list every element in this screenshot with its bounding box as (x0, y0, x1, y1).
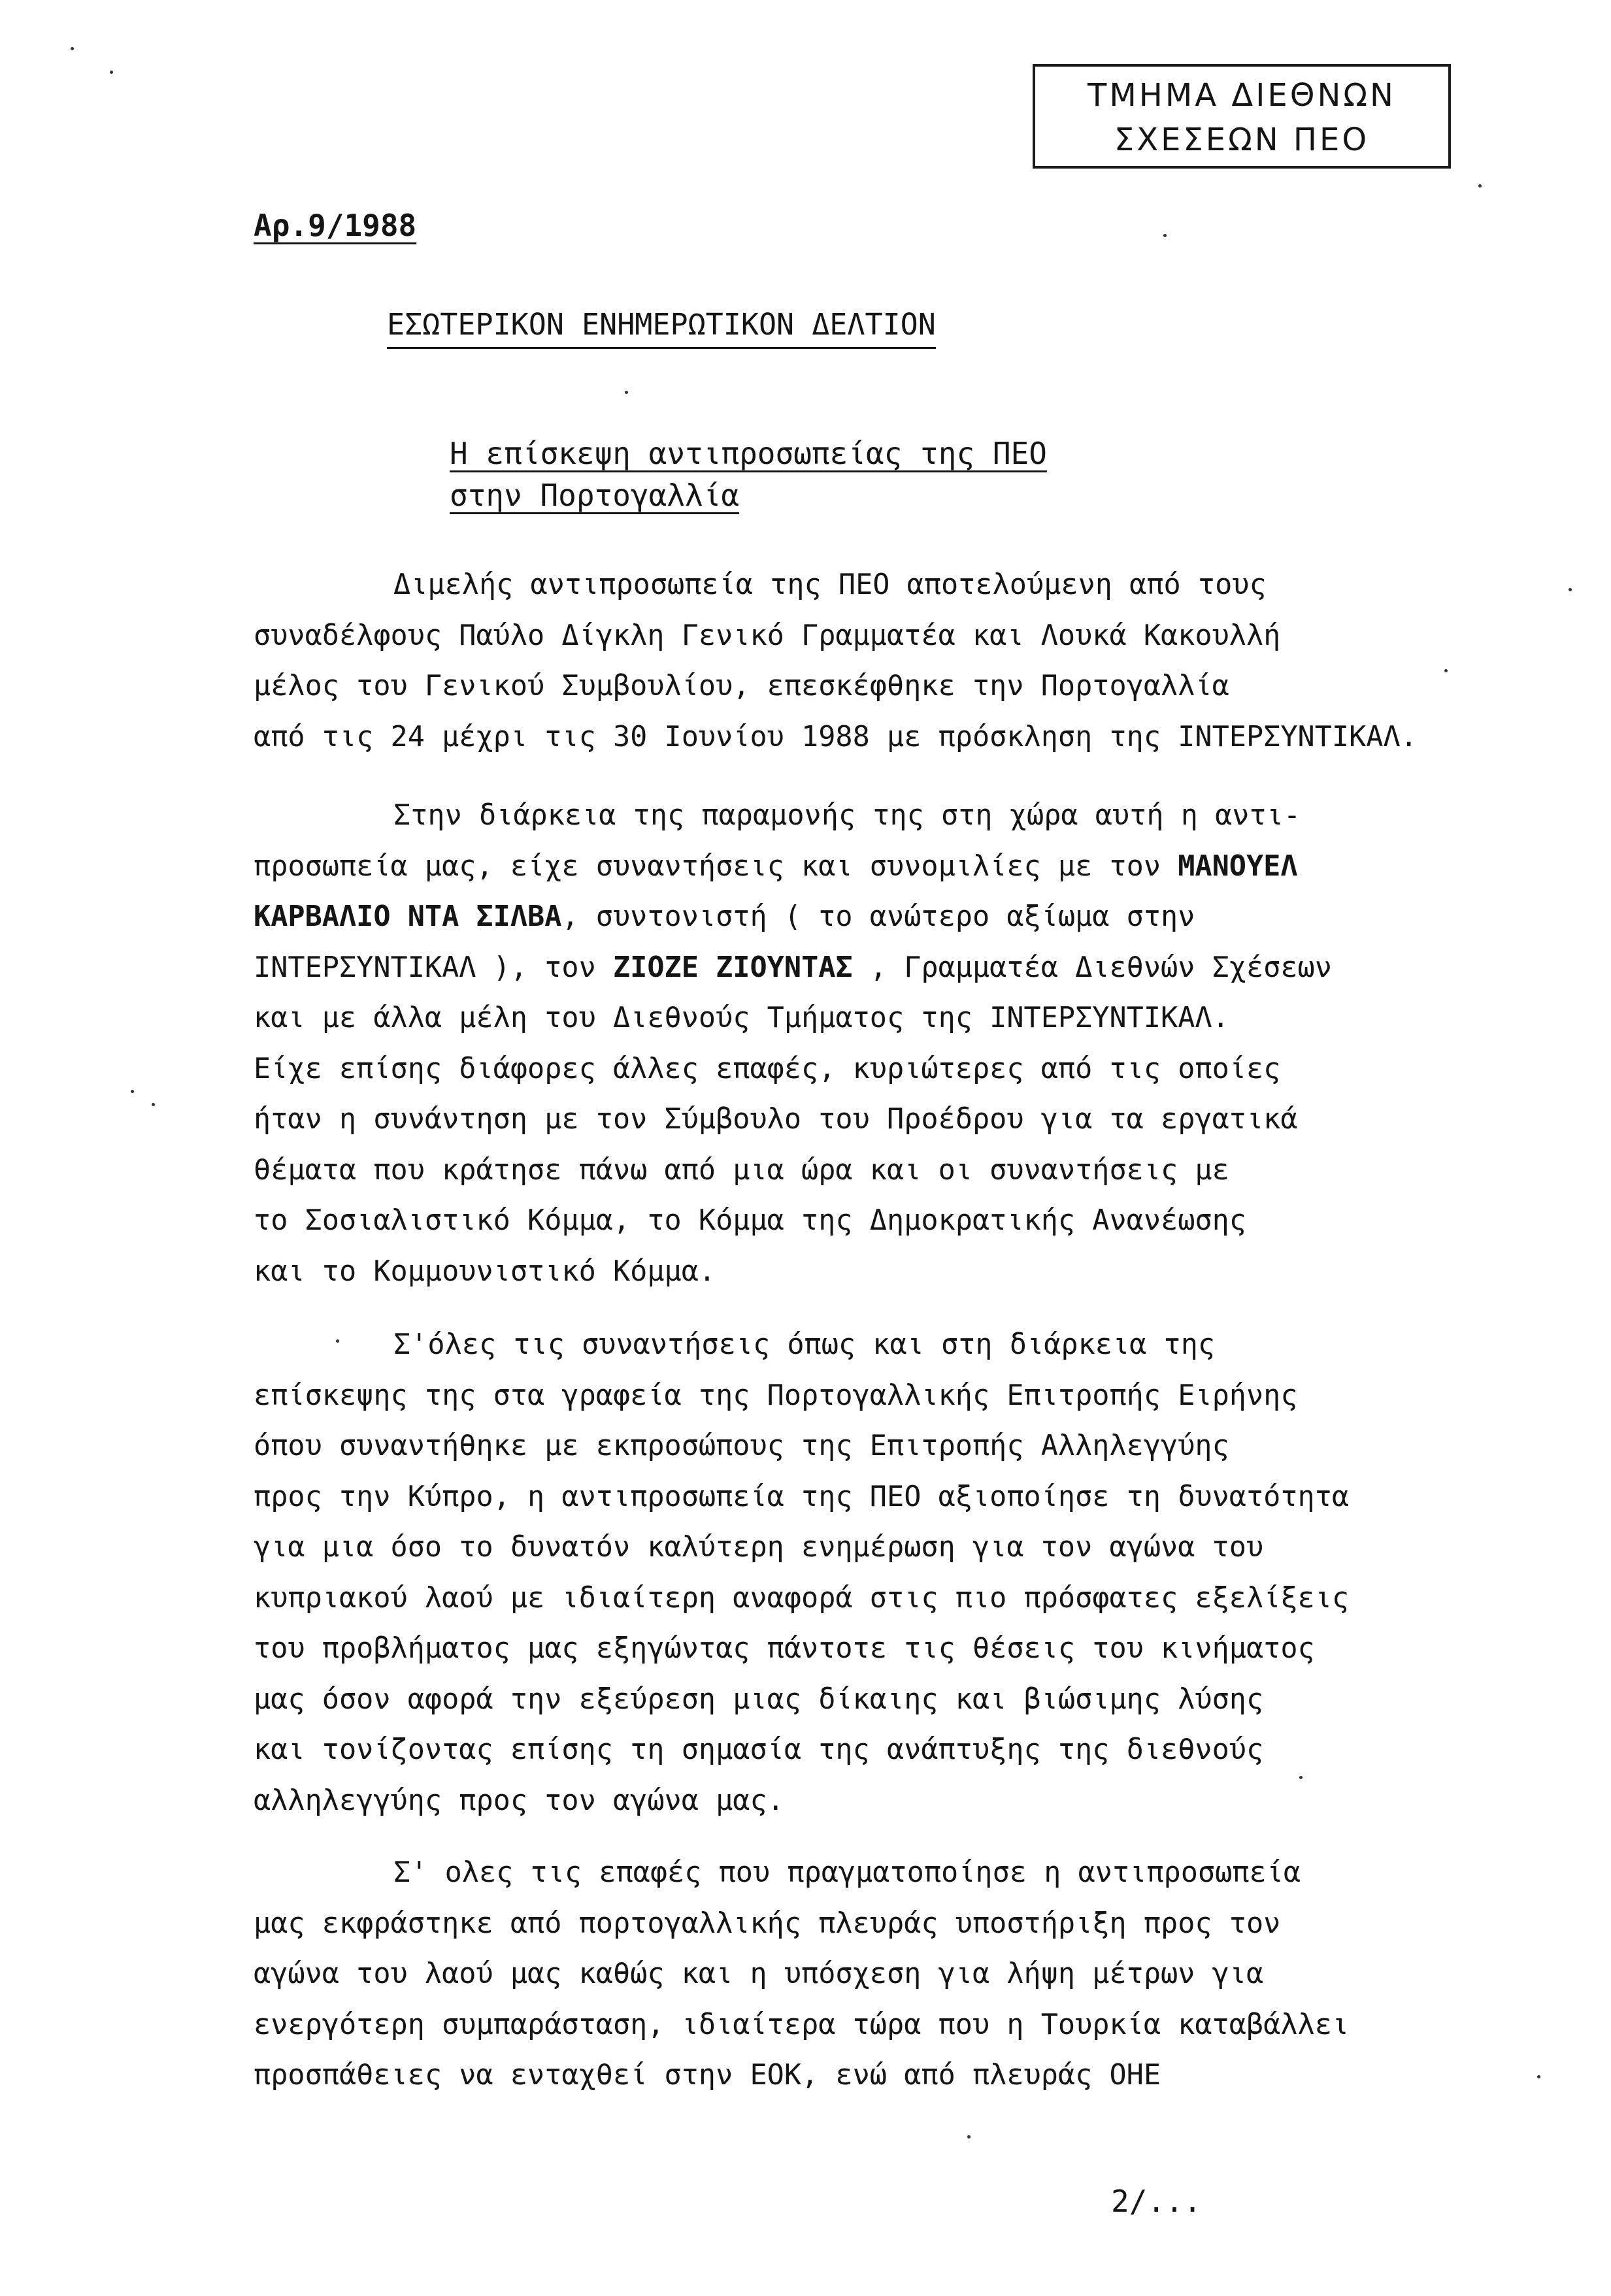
text-line: κυπριακού λαού με ιδιαίτερη αναφορά στις πιο πρόσφατες εξελίξεις (254, 1581, 1350, 1615)
text-line: Είχε επίσης διάφορες άλλες επαφές, κυριώτερες από τις οποίες (254, 1052, 1281, 1085)
text-line: προσπάθειες να ενταχθεί στην ΕΟΚ, ενώ από πλευράς ΟΗΕ (254, 2059, 1161, 2091)
subject-line-1: Η επίσκεψη αντιπροσωπείας της ΠΕΟ (450, 436, 1047, 471)
scan-speck (131, 1090, 134, 1093)
text-line: για μια όσο το δυνατόν καλύτερη ενημέρωση για τον αγώνα του (254, 1531, 1264, 1564)
text-line: όπου συναντήθηκε με εκπροσώπους της Επιτροπής Αλληλεγγύης (254, 1430, 1229, 1462)
text-line: Σ' ολες τις επαφές που πραγματοποίησε η αντιπροσωπεία (393, 1856, 1301, 1889)
scan-speck (1537, 2075, 1540, 2078)
paragraph-1 (254, 560, 1580, 763)
text-line: και τονίζοντας επίσης τη σημασία της ανάπτυξης της διεθνούς (254, 1733, 1264, 1766)
scan-speck (336, 1339, 339, 1343)
document-title: ΕΣΩΤΕΡΙΚΟΝ ΕΝΗΜΕΡΩΤΙΚΟΝ ΔΕΛΤΙΟΝ (387, 307, 936, 349)
text-line: μέλος του Γενικού Συμβουλίου, επεσκέφθηκε την Πορτογαλλία (254, 670, 1229, 702)
scan-speck (71, 47, 74, 50)
text-line: μας όσον αφορά την εξεύρεση μιας δίκαιης και βιώσιμης λύσης (254, 1682, 1264, 1716)
text-line: Στην διάρκεια της παραμονής της στη χώρα αυτή η αντι- (393, 799, 1301, 832)
text-line: αλληλεγγύης προς τον αγώνα μας. (254, 1784, 784, 1817)
text-line (254, 842, 1580, 893)
scan-speck (110, 71, 113, 74)
name-manouel: ΜΑΝΟΥΕΛ (1178, 849, 1298, 883)
reference-number: Αρ.9/1988 (254, 208, 417, 243)
scan-speck (967, 2135, 971, 2139)
text-line: και το Κομμουνιστικό Κόμμα. (254, 1255, 716, 1288)
subject-line-2: στην Πορτογαλλία (450, 478, 740, 513)
text-line: μας εκφράστηκε από πορτογαλλικής πλευράς υποστήριξη προς τον (254, 1907, 1281, 1940)
text-line: προς την Κύπρο, η αντιπροσωπεία της ΠΕΟ αξιοποίησε τη δυνατότητα (254, 1480, 1350, 1513)
text-span: προσωπεία μας, είχε συναντήσεις και συνομιλίες με τον (254, 849, 1178, 883)
text-line: και με άλλα μέλη του Διεθνούς Τμήματος της ΙΝΤΕΡΣΥΝΤΙΚΑΛ. (254, 1002, 1229, 1034)
text-line: από τις 24 μέχρι τις 30 Ιουνίου 1988 με πρόσκληση της ΙΝΤΕΡΣΥΝΤΙΚΑΛ. (254, 720, 1418, 753)
stamp-line-2: ΣΧΕΣΕΩΝ ΠΕΟ (1114, 122, 1370, 158)
scan-speck (1444, 669, 1448, 672)
text-line: του προβλήματος μας εξηγώντας πάντοτε τις θέσεις του κινήματος (254, 1632, 1315, 1665)
name-zioze-ziountas: ΖΙΟΖΕ ΖΙΟΥΝΤΑΣ (612, 951, 853, 984)
text-line: θέματα που κράτησε πάνω από μια ώρα και οι συναντήσεις με (254, 1153, 1229, 1187)
text-line: επίσκεψης της στα γραφεία της Πορτογαλλικής Επιτροπής Ειρήνης (254, 1379, 1298, 1412)
paragraph-3 (254, 1320, 1580, 1826)
text-line: συναδέλφους Παύλο Δίγκλη Γενικό Γραμματέα και Λουκά Κακουλλή (254, 619, 1281, 652)
paragraph-4 (254, 1848, 1580, 2101)
text-line: αγώνα του λαού μας καθώς και η υπόσχεση για λήψη μέτρων για (254, 1958, 1264, 1990)
text-line: Σ'όλες τις συναντήσεις όπως και στη διάρκεια της (393, 1328, 1216, 1361)
scan-speck (625, 391, 628, 394)
text-line (254, 943, 1580, 994)
scan-speck (1163, 234, 1167, 237)
text-span: , συντονιστή ( το ανώτερο αξίωμα στην (561, 900, 1195, 933)
text-line: ήταν η συνάντηση με τον Σύμβουλο του Προέδρου για τα εργατικά (254, 1103, 1298, 1136)
paragraph-2 (254, 791, 1580, 1297)
subject-heading (450, 433, 1047, 516)
name-karvalio-nta-silva: ΚΑΡΒΑΛΙΟ ΝΤΑ ΣΙΛΒΑ (254, 900, 562, 933)
scan-speck (152, 1103, 155, 1106)
page-continuation: 2/... (1111, 2184, 1202, 2219)
text-line: Διμελής αντιπροσωπεία της ΠΕΟ αποτελούμενη από τους (393, 568, 1267, 601)
stamp-line-1: ΤΜΗΜΑ ΔΙΕΘΝΩΝ (1088, 77, 1396, 114)
text-line (254, 892, 1580, 943)
department-stamp (1033, 64, 1451, 169)
text-line: το Σοσιαλιστικό Κόμμα, το Κόμμα της Δημοκρατικής Ανανέωσης (254, 1204, 1246, 1237)
text-line: ενεργότερη συμπαράσταση, ιδιαίτερα τώρα που η Τουρκία καταβάλλει (254, 2008, 1350, 2041)
scan-speck (1478, 184, 1482, 188)
scan-speck (1569, 588, 1572, 591)
text-span: ΙΝΤΕΡΣΥΝΤΙΚΑΛ ), τον (254, 951, 613, 984)
scan-speck (1299, 1776, 1303, 1779)
text-span: , Γραμματέα Διεθνών Σχέσεων (852, 951, 1332, 984)
